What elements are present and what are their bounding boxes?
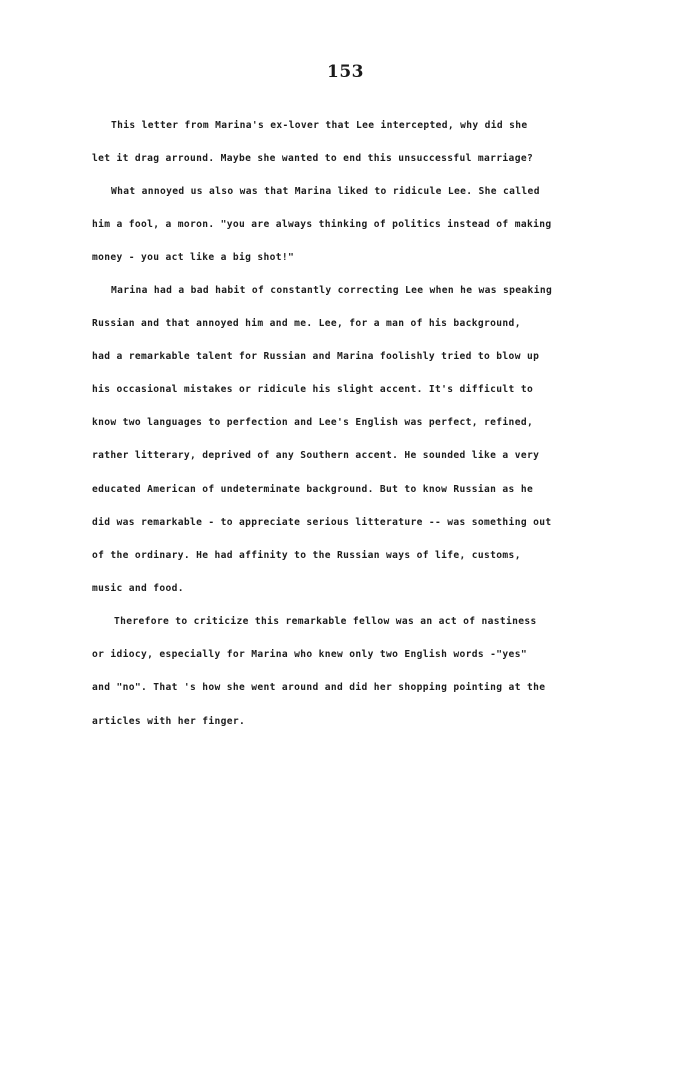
- text-line: him a fool, a moron. "you are always thinking of politics instead of making: [92, 219, 552, 230]
- text-line: know two languages to perfection and Lee's English was perfect, refined,: [92, 417, 534, 428]
- text-line: had a remarkable talent for Russian and Marina foolishly tried to blow up: [92, 351, 540, 362]
- text-line: Marina had a bad habit of constantly correcting Lee when he was speaking: [111, 285, 553, 296]
- page-number: 153: [327, 62, 364, 82]
- text-line: let it drag arround. Maybe she wanted to end this unsuccessful marriage?: [92, 153, 534, 164]
- text-line: did was remarkable - to appreciate serious litterature -- was something out: [92, 517, 552, 528]
- text-line: rather litterary, deprived of any Southern accent. He sounded like a very: [92, 450, 540, 461]
- text-line: money - you act like a big shot!": [92, 252, 295, 263]
- text-line: music and food.: [92, 583, 184, 594]
- text-line: of the ordinary. He had affinity to the Russian ways of life, customs,: [92, 550, 521, 561]
- text-line: or idiocy, especially for Marina who knew only two English words -"yes": [92, 649, 527, 660]
- text-line: articles with her finger.: [92, 716, 246, 727]
- text-line: What annoyed us also was that Marina liked to ridicule Lee. She called: [111, 186, 540, 197]
- text-line: his occasional mistakes or ridicule his slight accent. It's difficult to: [92, 384, 534, 395]
- text-line: educated American of undeterminate background. But to know Russian as he: [92, 484, 534, 495]
- text-line: Russian and that annoyed him and me. Lee, for a man of his background,: [92, 318, 521, 329]
- text-line: Therefore to criticize this remarkable fellow was an act of nastiness: [114, 616, 537, 627]
- text-line: This letter from Marina's ex-lover that Lee intercepted, why did she: [111, 120, 528, 131]
- text-line: and "no". That 's how she went around and did her shopping pointing at the: [92, 682, 546, 693]
